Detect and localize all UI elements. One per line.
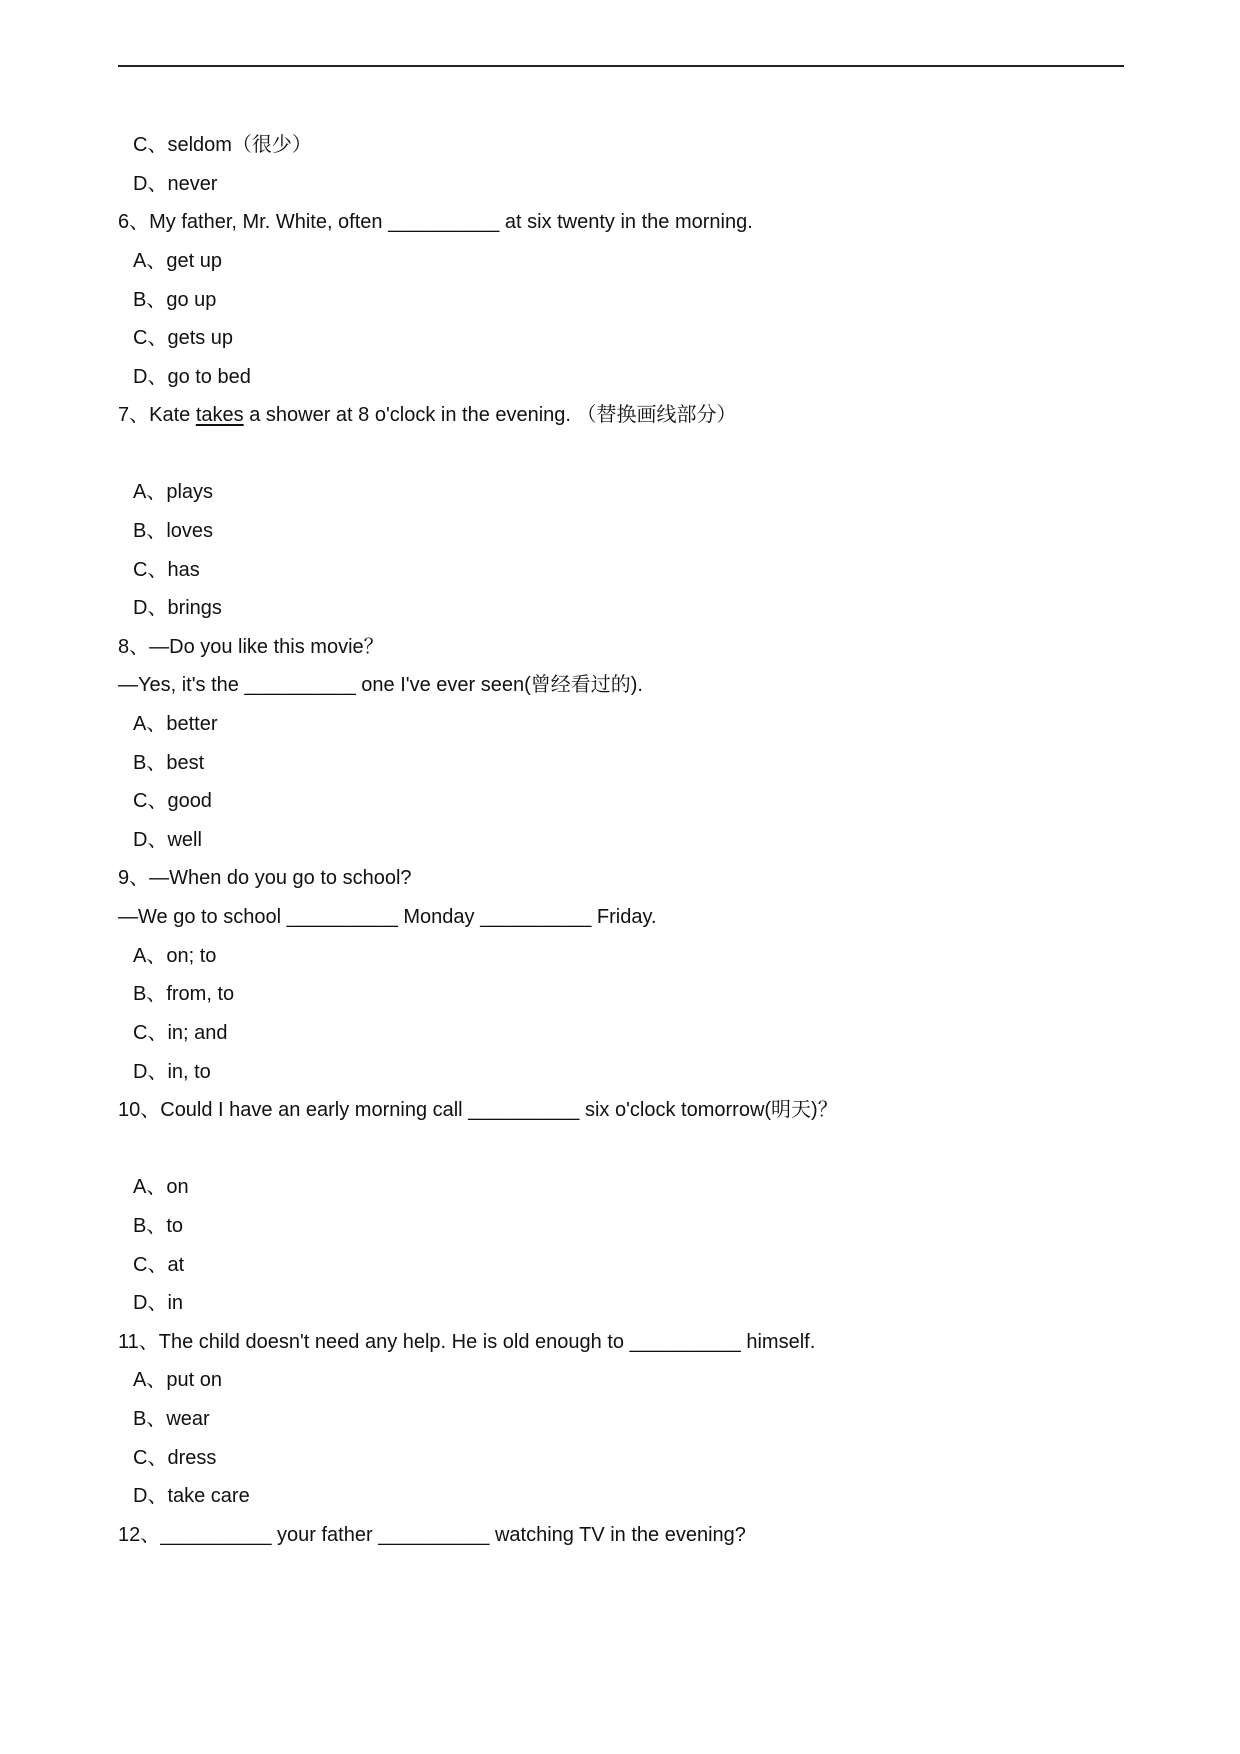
q6-option-c: C、gets up	[133, 327, 234, 349]
q6-option-a: A、get up	[133, 250, 222, 272]
q9-stem-line2: —We go to school __________ Monday __________ Friday.	[118, 906, 657, 928]
q7-option-b: B、loves	[133, 520, 214, 542]
q7-stem-suffix: a shower at 8 o'clock in the evening. （替换画线部分）	[243, 404, 737, 426]
q8-option-b: B、best	[133, 752, 205, 774]
q12-stem: 12、__________ your father __________ watching TV in the evening?	[118, 1524, 746, 1546]
q11-option-d: D、take care	[133, 1485, 250, 1507]
header-rule	[118, 65, 1124, 67]
q8-stem: 8、—Do you like this movie？	[118, 636, 384, 658]
q8-option-a: A、better	[133, 713, 218, 735]
q11-option-a: A、put on	[133, 1369, 222, 1391]
q10-option-d: D、in	[133, 1292, 184, 1314]
q6-option-d: D、go to bed	[133, 366, 251, 388]
q9-option-b: B、from, to	[133, 983, 235, 1005]
q8-stem-line2: —Yes, it's the __________ one I've ever seen(曾经看过的).	[118, 674, 643, 696]
q9-stem: 9、—When do you go to school?	[118, 867, 412, 889]
q5-option-c: C、seldom（很少）	[133, 134, 312, 156]
q7-option-a: A、plays	[133, 481, 214, 503]
q6-stem: 6、My father, Mr. White, often __________ at six twenty in the morning.	[118, 211, 753, 233]
q7-underlined-word: takes	[195, 404, 244, 426]
q7-stem-prefix: 7、Kate	[118, 404, 196, 426]
q7-option-c: C、has	[133, 559, 200, 581]
q10-option-b: B、to	[133, 1215, 184, 1237]
q11-stem: 11、The child doesn't need any help. He is old enough to __________ himself.	[118, 1331, 816, 1353]
q10-option-c: C、at	[133, 1254, 185, 1276]
q10-stem: 10、Could I have an early morning call __________ six o'clock tomorrow(明天)？	[118, 1099, 838, 1121]
q11-option-c: C、dress	[133, 1447, 217, 1469]
q8-option-d: D、well	[133, 829, 202, 851]
q7-stem	[118, 402, 737, 428]
q10-option-a: A、on	[133, 1176, 189, 1198]
q5-option-d: D、never	[133, 173, 218, 195]
q9-option-a: A、on; to	[133, 945, 217, 967]
q8-option-c: C、good	[133, 790, 212, 812]
q11-option-b: B、wear	[133, 1408, 210, 1430]
q6-option-b: B、go up	[133, 289, 217, 311]
q7-option-d: D、brings	[133, 597, 222, 619]
q9-option-c: C、in; and	[133, 1022, 228, 1044]
q9-option-d: D、in, to	[133, 1061, 211, 1083]
